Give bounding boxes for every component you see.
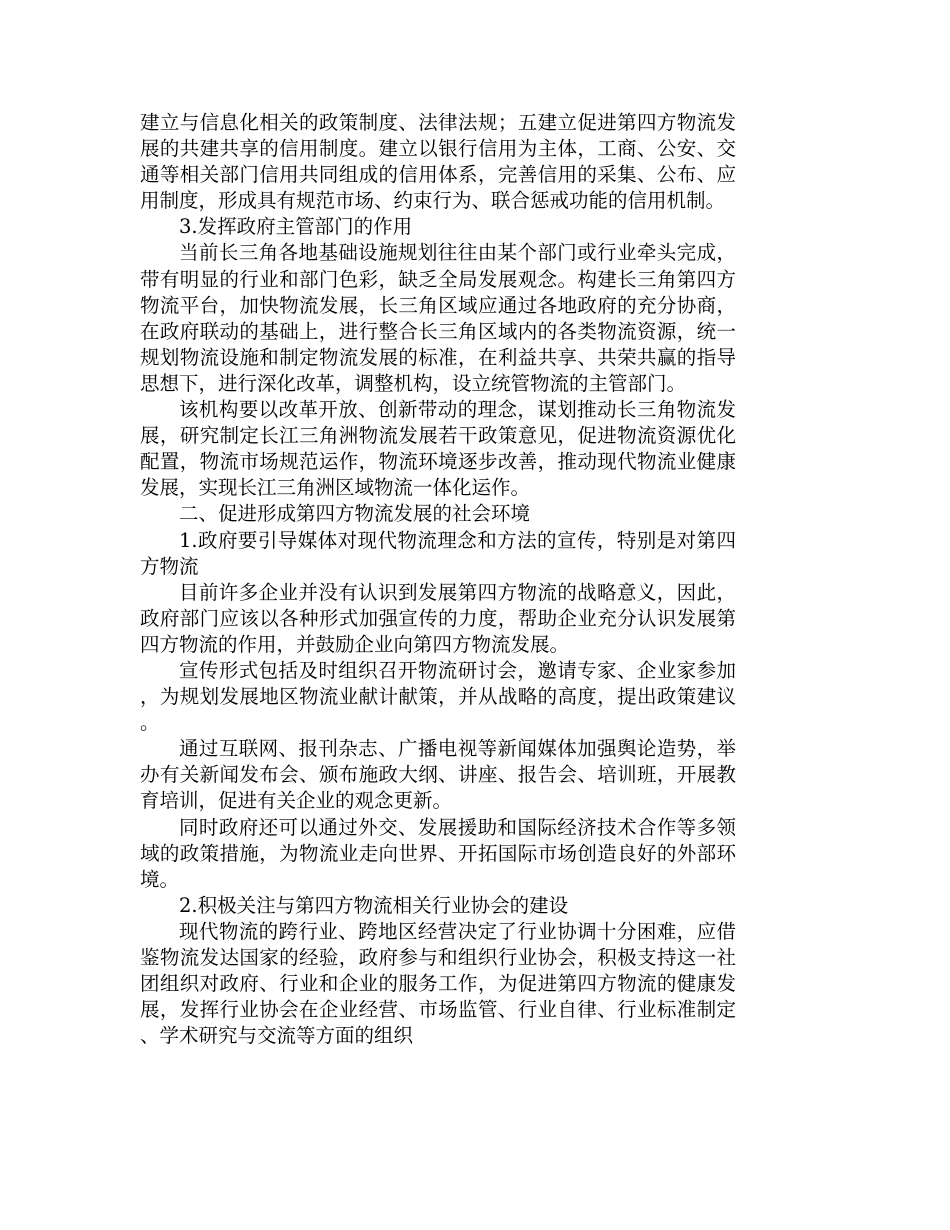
paragraph-3: 当前长三角各地基础设施规划往往由某个部门或行业牵头完成，带有明显的行业和部门色彩，缺乏全局发展观念。构建长三角第四方物流平台，加快物流发展，长三角区域应通过各地政府的充分协商，在政府联动的基础上，进行整合长三角区域内的各类物流资源，统一规划物流设施和制定物流发展的标准，在利益共享、共荣共赢的指导思想下，进行深化改革，调整机构，设立统管物流的主管部门。 [140, 241, 736, 395]
paragraph-7: 目前许多企业并没有认识到发展第四方物流的战略意义，因此，政府部门应该以各种形式加强宣传的力度，帮助企业充分认识发展第四方物流的作用，并鼓励企业向第四方物流发展。 [140, 580, 736, 656]
paragraph-4: 该机构要以改革开放、创新带动的理念，谋划推动长三角物流发展，研究制定长江三角洲物流发展若干政策意见，促进物流资源优化配置，物流市场规范运作，物流环境逐步改善，推动现代物流业健康发展，实现长江三角洲区域物流一体化运作。 [140, 398, 736, 500]
section-heading-3: 3.发挥政府主管部门的作用 [179, 215, 413, 239]
document-page [140, 110, 736, 1049]
paragraph-9: 通过互联网、报刊杂志、广播电视等新闻媒体加强舆论造势，举办有关新闻发布会、颁布施政大纲、讲座、报告会、培训班，开展教育培训，促进有关企业的观念更新。 [140, 737, 736, 813]
chapter-heading-2: 二、促进形成第四方物流发展的社会环境 [179, 502, 531, 526]
paragraph-1: 建立与信息化相关的政策制度、法律法规；五建立促进第四方物流发展的共建共享的信用制度。建立以银行信用为主体，工商、公安、交通等相关部门信用共同组成的信用体系，完善信用的采集、公布、应用制度，形成具有规范市场、约束行为、联合惩戒功能的信用机制。 [140, 111, 736, 213]
section-heading-2: 2.积极关注与第四方物流相关行业协会的建设 [179, 893, 569, 917]
paragraph-12: 现代物流的跨行业、跨地区经营决定了行业协调十分困难，应借鉴物流发达国家的经验，政府参与和组织行业协会，积极支持这一社团组织对政府、行业和企业的服务工作，为促进第四方物流的健康发展，发挥行业协会在企业经营、市场监管、行业自律、行业标准制定、学术研究与交流等方面的组织 [140, 919, 736, 1048]
paragraph-10: 同时政府还可以通过外交、发展援助和国际经济技术合作等多领域的政策措施，为物流业走向世界、开拓国际市场创造良好的外部环境。 [140, 815, 736, 891]
section-heading-1: 1.政府要引导媒体对现代物流理念和方法的宣传，特别是对第四方物流 [140, 528, 736, 578]
paragraph-8: 宣传形式包括及时组织召开物流研讨会，邀请专家、企业家参加，为规划发展地区物流业献计献策，并从战略的高度，提出政策建议。 [140, 658, 736, 735]
